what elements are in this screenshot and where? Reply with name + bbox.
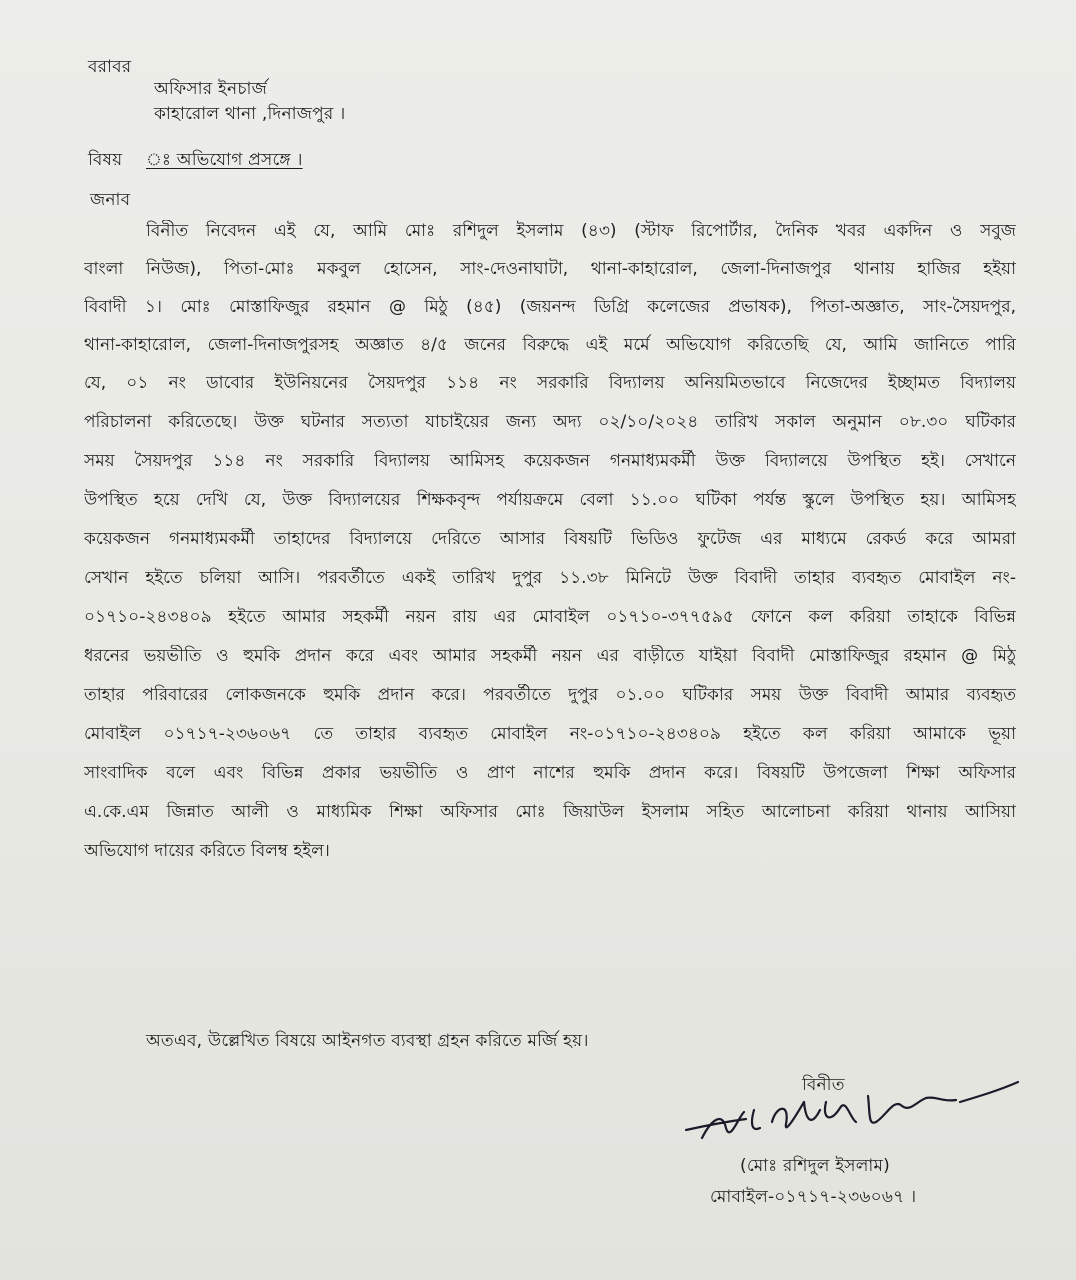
body-line: কয়েকজন গনমাধ্যমকর্মী তাহাদের বিদ্যালয়ে দেরিতে আসার বিষয়টি ভিডিও ফুটেজ এর মাধ্যমে রেকর্ড করে আমরা	[84, 529, 1016, 549]
recipient-title: অফিসার ইনচার্জ	[154, 79, 268, 99]
subject-text: ঃ অভিযোগ প্রসঙ্গে ।	[146, 150, 303, 170]
body-line: তাহার পরিবারের লোকজনকে হুমকি প্রদান করে। পরবর্তীতে দুপুর ০১.০০ ঘটিকার সময় উক্ত বিবাদী আমার ব্যবহৃত	[84, 685, 1016, 705]
body-line: পরিচালনা করিতেছে। উক্ত ঘটনার সত্যতা যাচাইয়ের জন্য অদ্য ০২/১০/২০২৪ তারিখ সকাল অনুমান ০৮.৩০ ঘটিকার	[84, 412, 1016, 432]
body-line: সেখান হইতে চলিয়া আসি। পরবর্তীতে একই তারিখ দুপুর ১১.৩৮ মিনিটে উক্ত বিবাদী তাহার ব্যবহৃত মোবাইল নং-	[84, 568, 1016, 588]
salutation: জনাব	[90, 190, 131, 210]
sender-mobile: মোবাইল-০১৭১৭-২৩৬০৬৭ ।	[710, 1187, 917, 1207]
body-line: সাংবাদিক বলে এবং বিভিন্ন প্রকার ভয়ভীতি ও প্রাণ নাশের হুমকি প্রদান করে। বিষয়টি উপজেলা শিক্ষা অফিসার	[84, 763, 1016, 783]
body-line: সময় সৈয়দপুর ১১৪ নং সরকারি বিদ্যালয় আমিসহ কয়েকজন গনমাধ্যমকর্মী উক্ত বিদ্যালয়ে উপস্থিত হই। সেখানে	[84, 451, 1016, 471]
body-line: ০১৭১০-২৪৩৪০৯ হইতে আমার সহকর্মী নয়ন রায় এর মোবাইল ০১৭১০-৩৭৭৫৯৫ ফোনে কল করিয়া তাহাকে বিভিন্ন	[84, 607, 1016, 627]
body-line: বাংলা নিউজ), পিতা-মোঃ মকবুল হোসেন, সাং-দেওনাঘাটা, থানা-কাহারোল, জেলা-দিনাজপুর থানায় হাজির হইয়া	[84, 259, 1016, 279]
body-line: বিবাদী ১। মোঃ মোস্তাফিজুর রহমান @ মিঠু (৪৫) (জয়নন্দ ডিগ্রি কলেজের প্রভাষক), পিতা-অজ্ঞাত, সাং-সৈয়দপুর,	[84, 297, 1016, 317]
body-line: মোবাইল ০১৭১৭-২৩৬০৬৭ তে তাহার ব্যবহৃত মোবাইল নং-০১৭১০-২৪৩৪০৯ হইতে কল করিয়া আমাকে ভূয়া	[84, 724, 1016, 744]
recipient-address: কাহারোল থানা ,দিনাজপুর ।	[154, 104, 346, 124]
body-line: যে, ০১ নং ডাবোর ইউনিয়নের সৈয়দপুর ১১৪ নং সরকারি বিদ্যালয় অনিয়মিতভাবে নিজেদের ইচ্ছামত বিদ্যালয়	[84, 373, 1016, 393]
to-label: বরাবর	[88, 57, 132, 77]
subject-label: বিষয়	[88, 150, 123, 170]
body-line: বিনীত নিবেদন এই যে, আমি মোঃ রশিদুল ইসলাম (৪৩) (স্টাফ রিপোর্টার, দৈনিক খবর একদিন ও সবুজ	[146, 221, 1016, 241]
sender-name: (মোঃ রশিদুল ইসলাম)	[740, 1156, 890, 1176]
sign-off: বিনীত	[802, 1075, 845, 1095]
body-line: এ.কে.এম জিন্নাত আলী ও মাধ্যমিক শিক্ষা অফিসার মোঃ জিয়াউল ইসলাম সহিত আলোচনা করিয়া থানায় আসিয়া	[84, 802, 1016, 822]
body-line: উপস্থিত হয়ে দেখি যে, উক্ত বিদ্যালয়ের শিক্ষকবৃন্দ পর্যায়ক্রমে বেলা ১১.০০ ঘটিকা পর্যন্ত স্কুলে উপস্থিত হয়। আমিসহ	[84, 490, 1016, 510]
body-line: ধরনের ভয়ভীতি ও হুমকি প্রদান করে এবং আমার সহকর্মী নয়ন এর বাড়ীতে যাইয়া বিবাদী মোস্তাফিজুর রহমান @ মিঠু	[84, 646, 1016, 666]
body-line: থানা-কাহারোল, জেলা-দিনাজপুরসহ অজ্ঞাত ৪/৫ জনের বিরুদ্ধে এই মর্মে অভিযোগ করিতেছি যে, আমি জানিতে পারি	[84, 335, 1016, 355]
body-line: অভিযোগ দায়ের করিতে বিলম্ব হইল।	[84, 841, 330, 861]
closing-request: অতএব, উল্লেখিত বিষয়ে আইনগত ব্যবস্থা গ্রহন করিতে মর্জি হয়।	[146, 1031, 589, 1051]
